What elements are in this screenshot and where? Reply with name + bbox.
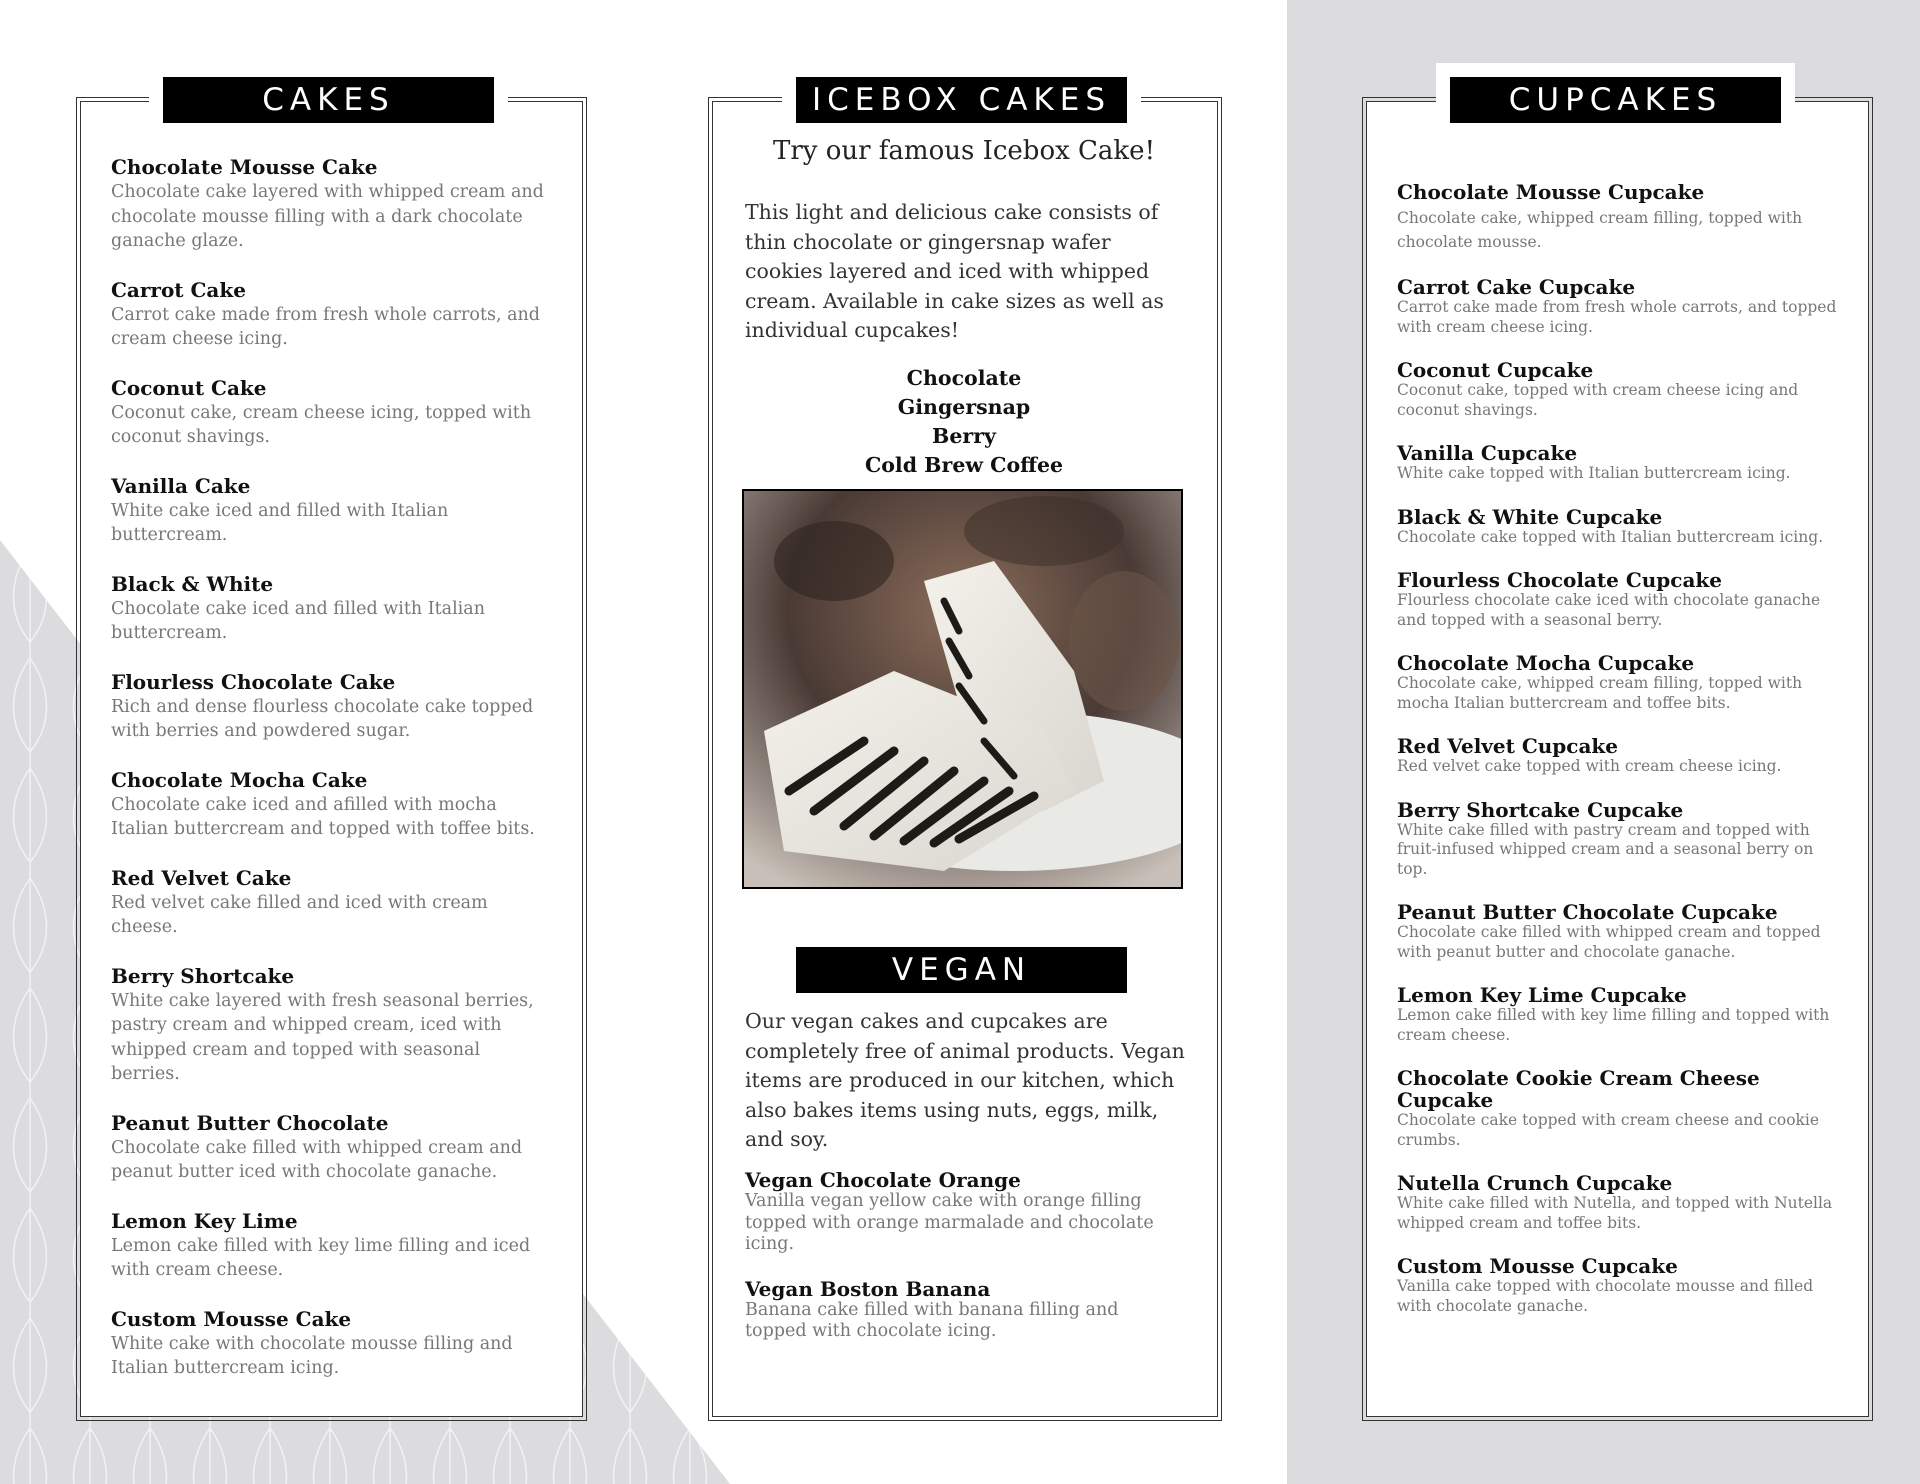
flavor-item: Berry [932, 424, 996, 448]
vegan-description: Our vegan cakes and cupcakes are completely free of animal products. Vegan items are produced in our kitchen, which also bakes items using nuts, eggs, milk, and soy. [745, 1009, 1185, 1151]
menu-item [111, 670, 551, 744]
menu-item [1397, 1172, 1837, 1233]
menu-item [111, 572, 551, 646]
menu-item [1397, 1067, 1837, 1150]
menu-item [111, 1209, 551, 1283]
icebox-flavors [712, 364, 1216, 480]
item-description: Chocolate cake filled with whipped cream and topped with peanut butter and chocolate ganache. [1397, 923, 1821, 961]
menu-item [111, 376, 551, 450]
item-name: Vegan Chocolate Orange [745, 1168, 1021, 1192]
item-name: Coconut Cupcake [1397, 358, 1594, 382]
menu-item [745, 1169, 1185, 1256]
item-name: Black & White [111, 571, 274, 596]
menu-item [1397, 506, 1837, 548]
item-name: Chocolate Mousse Cupcake [1397, 180, 1705, 204]
item-name: Lemon Key Lime Cupcake [1397, 983, 1687, 1007]
item-description: Chocolate cake, whipped cream filling, topped with mocha Italian buttercream and toffee bits. [1397, 674, 1803, 712]
item-description: Carrot cake made from fresh whole carrots, and topped with cream cheese icing. [1397, 298, 1837, 336]
item-description: Chocolate cake topped with cream cheese and cookie crumbs. [1397, 1111, 1820, 1149]
item-name: Custom Mousse Cake [111, 1306, 352, 1331]
menu-item [111, 474, 551, 548]
item-description: Red velvet cake filled and iced with cream cheese. [111, 892, 488, 937]
item-name: Vanilla Cupcake [1397, 441, 1578, 465]
item-name: Carrot Cake [111, 277, 246, 302]
vegan-heading: VEGAN [796, 947, 1127, 993]
item-name: Nutella Crunch Cupcake [1397, 1171, 1673, 1195]
menu-item [111, 964, 551, 1087]
item-description: Red velvet cake topped with cream cheese icing. [1397, 757, 1782, 775]
item-name: Carrot Cake Cupcake [1397, 275, 1636, 299]
item-name: Chocolate Mocha Cupcake [1397, 651, 1695, 675]
item-description: White cake topped with Italian buttercream icing. [1397, 464, 1791, 482]
cupcakes-list [1397, 181, 1837, 1338]
item-name: Flourless Chocolate Cake [111, 669, 396, 694]
item-description: Flourless chocolate cake iced with chocolate ganache and topped with a seasonal berry. [1397, 591, 1821, 629]
menu-item [1397, 181, 1837, 254]
item-description: Vanilla cake topped with chocolate mousse and filled with chocolate ganache. [1397, 1277, 1814, 1315]
menu-item [111, 278, 551, 352]
item-description: Chocolate cake layered with whipped cream and chocolate mousse filling with a dark chocolate ganache glaze. [111, 182, 544, 251]
item-name: Custom Mousse Cupcake [1397, 1254, 1678, 1278]
item-name: Vegan Boston Banana [745, 1276, 991, 1301]
item-name: Chocolate Mocha Cake [111, 767, 368, 792]
item-name: Lemon Key Lime [111, 1208, 298, 1233]
item-description: Chocolate cake topped with Italian buttercream icing. [1397, 527, 1824, 546]
menu-item [111, 155, 551, 254]
item-description: Chocolate cake filled with whipped cream and peanut butter iced with chocolate ganache. [111, 1137, 523, 1182]
item-description: White cake layered with fresh seasonal berries, pastry cream and whipped cream, iced with whipped cream and topped with seasonal berries. [111, 990, 534, 1084]
menu-item [1397, 442, 1837, 484]
item-name: Chocolate Mousse Cake [111, 155, 378, 179]
menu-item [1397, 799, 1837, 880]
cakes-heading: CAKES [163, 77, 494, 123]
item-description: Carrot cake made from fresh whole carrots, and cream cheese icing. [111, 304, 540, 349]
item-description: White cake iced and filled with Italian buttercream. [111, 500, 449, 545]
menu-item [1397, 359, 1837, 420]
item-name: Coconut Cake [111, 375, 267, 400]
item-name: Berry Shortcake [111, 963, 295, 988]
item-name: Peanut Butter Chocolate [111, 1110, 389, 1135]
icebox-cake-photo [742, 489, 1183, 889]
flavor-item: Gingersnap [897, 395, 1031, 419]
item-description: Chocolate cake iced and filled with Italian buttercream. [111, 598, 485, 643]
item-name: Red Velvet Cupcake [1397, 734, 1619, 758]
item-name: Chocolate Cookie Cream Cheese Cupcake [1397, 1066, 1760, 1112]
cakes-list [111, 155, 551, 1405]
flavor-item: Cold Brew Coffee [864, 453, 1064, 477]
menu-item [111, 866, 551, 940]
icebox-tagline: Try our famous Icebox Cake! [772, 136, 1156, 166]
flavor-item: Chocolate [906, 366, 1022, 390]
item-name: Berry Shortcake Cupcake [1397, 797, 1684, 822]
item-description: Banana cake filled with banana filling and topped with chocolate icing. [745, 1299, 1119, 1341]
menu-item [1397, 652, 1837, 713]
item-name: Peanut Butter Chocolate Cupcake [1397, 900, 1778, 924]
item-name: Flourless Chocolate Cupcake [1397, 568, 1722, 592]
icebox-description: This light and delicious cake consists of thin chocolate or gingersnap wafer cookies layered and iced with whipped cream. Available in cake sizes as well as individual cupcakes! [745, 200, 1164, 342]
menu-item [1397, 735, 1837, 777]
menu-item [745, 1278, 1185, 1343]
item-name: Black & White Cupcake [1397, 504, 1663, 529]
vegan-list [745, 1169, 1185, 1365]
item-description: White cake filled with pastry cream and topped with fruit-infused whipped cream and a seasonal berry on top. [1397, 820, 1814, 878]
menu-item [111, 1307, 551, 1381]
item-name: Red Velvet Cake [111, 865, 292, 890]
menu-item [1397, 901, 1837, 962]
menu-item [1397, 984, 1837, 1045]
cupcakes-heading: CUPCAKES [1450, 77, 1781, 123]
item-description: Coconut cake, topped with cream cheese icing and coconut shavings. [1397, 381, 1799, 419]
item-description: Coconut cake, cream cheese icing, topped with coconut shavings. [111, 402, 532, 447]
menu-item [1397, 1255, 1837, 1316]
item-description: Vanilla vegan yellow cake with orange filling topped with orange marmalade and chocolate icing. [745, 1191, 1154, 1254]
icebox-heading: ICEBOX CAKES [796, 77, 1127, 123]
item-name: Vanilla Cake [111, 473, 251, 498]
item-description: Lemon cake filled with key lime filling and iced with cream cheese. [111, 1235, 531, 1280]
menu-item [111, 1111, 551, 1185]
menu-item [111, 768, 551, 842]
item-description: White cake filled with Nutella, and topped with Nutella whipped cream and toffee bits. [1397, 1194, 1833, 1232]
item-description: Chocolate cake, whipped cream filling, topped with chocolate mousse. [1397, 209, 1803, 251]
menu-item [1397, 569, 1837, 630]
item-description: White cake with chocolate mousse filling and Italian buttercream icing. [111, 1333, 513, 1378]
item-description: Chocolate cake iced and afilled with mocha Italian buttercream and topped with toffee bits. [111, 794, 535, 839]
item-description: Rich and dense flourless chocolate cake topped with berries and powdered sugar. [111, 696, 534, 741]
item-description: Lemon cake filled with key lime filling and topped with cream cheese. [1397, 1006, 1830, 1044]
menu-item [1397, 276, 1837, 337]
